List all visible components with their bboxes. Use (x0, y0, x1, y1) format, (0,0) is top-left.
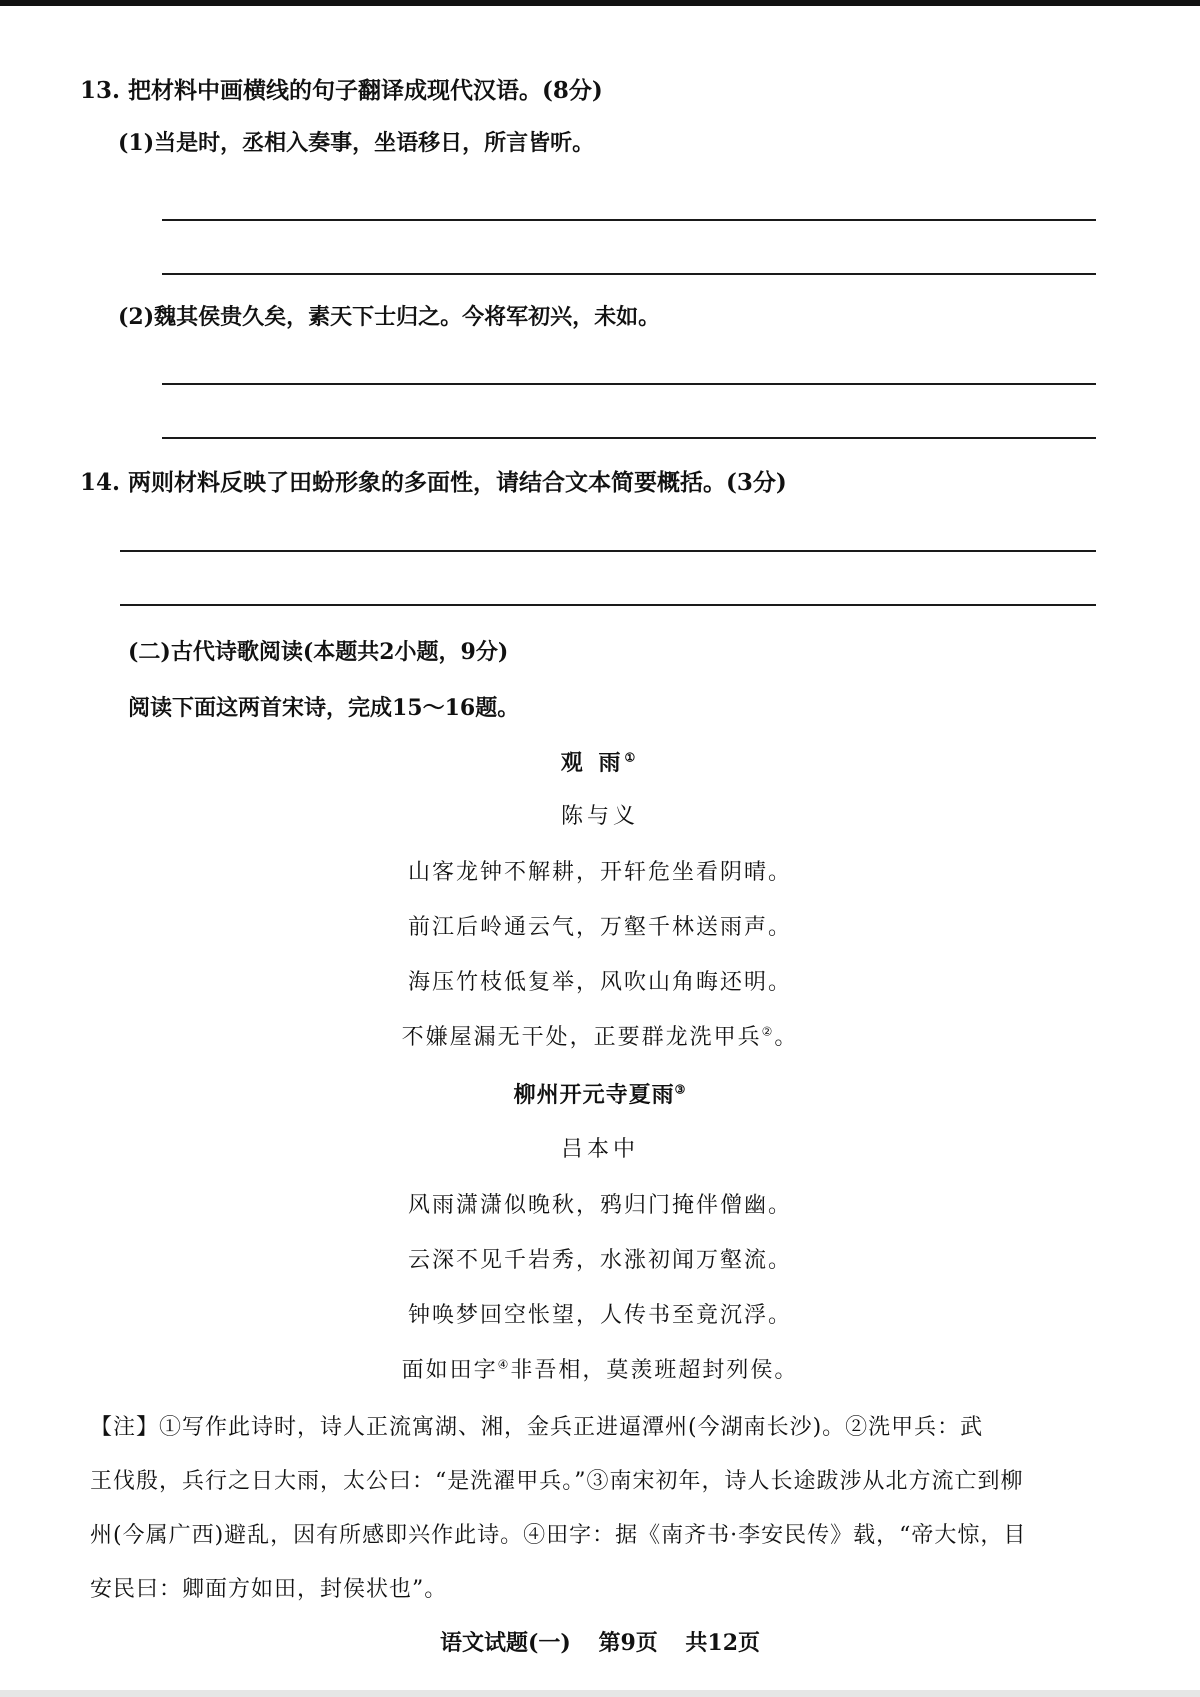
poem-1-title-text: 观 雨 (560, 750, 625, 776)
note-mark: ④ (497, 1357, 511, 1372)
poem-1-line: 海压竹枝低复举，风吹山角晦还明。 (407, 970, 792, 995)
note-mark: ② (761, 1024, 775, 1039)
notes-line: 王伐殷，兵行之日大雨，太公曰：“是洗濯甲兵。”③南宋初年，诗人长途跋涉从北方流亡到柳 (90, 1469, 1024, 1494)
answer-line[interactable] (162, 219, 1096, 221)
poem-2-line-text-end: 非吾相，莫羡班超封列侯。 (510, 1358, 799, 1383)
page-footer (0, 1628, 1200, 1658)
footer-subject: 语文试题(一) (439, 1630, 571, 1656)
section-heading: (二)古代诗歌阅读(本题共2小题，9分) (128, 639, 509, 665)
answer-line[interactable] (162, 273, 1096, 275)
poem-2-line-text: 面如田字 (401, 1358, 498, 1383)
question-13-part-2: (2)魏其侯贵久矣，素天下士归之。今将军初兴，未如。 (118, 304, 661, 330)
poem-2-line-4 (0, 1356, 1200, 1386)
answer-line[interactable] (162, 437, 1096, 439)
answer-line[interactable] (120, 604, 1096, 606)
question-13-stem: 13. 把材料中画横线的句子翻译成现代汉语。(8分) (80, 77, 603, 104)
poem-1-line-end: 。 (774, 1025, 799, 1050)
footer-page: 第9页 (598, 1630, 658, 1656)
poem-1-line: 山客龙钟不解耕，开轩危坐看阴晴。 (407, 860, 792, 885)
answer-line[interactable] (162, 383, 1096, 385)
note-mark: ③ (674, 1082, 687, 1097)
poem-1-line-4 (0, 1023, 1200, 1053)
poem-1-line-text: 不嫌屋漏无干处，正要群龙洗甲兵 (401, 1025, 762, 1050)
footer-total: 共12页 (685, 1630, 761, 1656)
section-instruction: 阅读下面这两首宋诗，完成15～16题。 (128, 695, 520, 721)
answer-line[interactable] (120, 550, 1096, 552)
note-mark: ① (624, 750, 640, 765)
poem-2-line: 云深不见千岩秀，水涨初闻万壑流。 (407, 1248, 792, 1273)
poem-2-author: 吕本中 (560, 1137, 639, 1162)
notes-line: 安民曰：卿面方如田，封侯状也”。 (90, 1577, 448, 1602)
poem-1-line: 前江后岭通云气，万壑千林送雨声。 (407, 915, 792, 940)
poem-2-title-text: 柳州开元寺夏雨 (513, 1082, 675, 1108)
poem-2-line: 风雨潇潇似晚秋，鸦归门掩伴僧幽。 (407, 1193, 792, 1218)
question-13-part-1: (1)当是时，丞相入奏事，坐语移日，所言皆听。 (118, 130, 595, 156)
poem-1-author: 陈与义 (560, 804, 639, 829)
scan-top-edge (0, 0, 1200, 6)
poem-2-title (0, 1080, 1200, 1110)
poem-1-title (0, 748, 1200, 778)
poem-2-line: 钟唤梦回空怅望，人传书至竟沉浮。 (407, 1303, 792, 1328)
question-14-stem: 14. 两则材料反映了田蚡形象的多面性，请结合文本简要概括。(3分) (80, 469, 787, 496)
notes-line: 州(今属广西)避乱，因有所感即兴作此诗。④田字：据《南齐书·李安民传》载，“帝大惊，目 (90, 1523, 1027, 1548)
scan-bottom-edge (0, 1690, 1200, 1697)
notes-line: 【注】①写作此诗时，诗人正流寓湖、湘，金兵正进逼潭州(今湖南长沙)。②洗甲兵：武 (90, 1415, 984, 1440)
